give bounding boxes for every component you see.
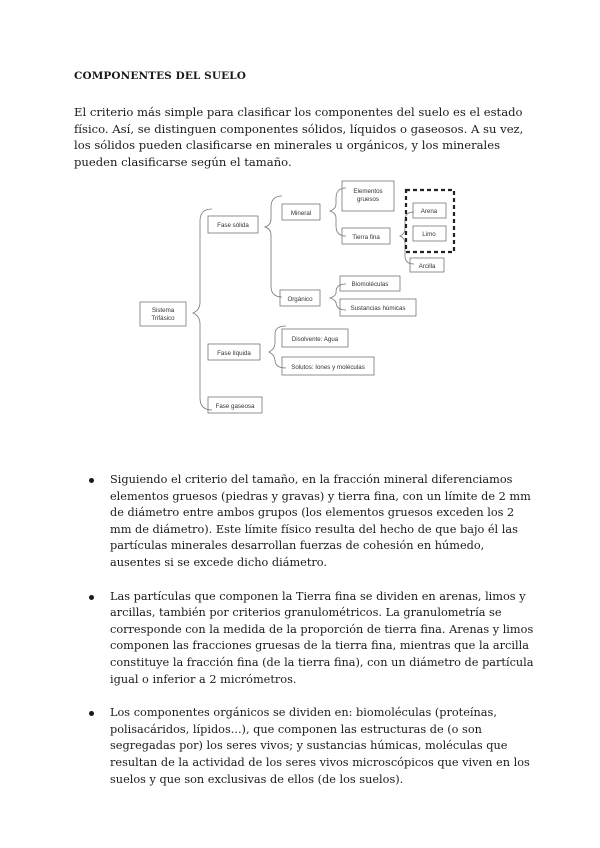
list-item bbox=[74, 589, 534, 689]
page-title: COMPONENTES DEL SUELO bbox=[74, 70, 246, 82]
root-label-line2: Trifásico bbox=[151, 315, 175, 322]
mineral-label: Mineral bbox=[290, 210, 312, 217]
biomolecules-label: Biomoléculas bbox=[351, 281, 389, 288]
coarse-elements-line2: gruesos bbox=[356, 196, 380, 203]
root-box bbox=[140, 302, 186, 326]
gas-phase-label: Fase gaseosa bbox=[215, 403, 255, 410]
clay-label: Arcilla bbox=[418, 263, 436, 270]
silt-label: Limo bbox=[422, 231, 436, 238]
mineral-brace bbox=[330, 188, 346, 236]
solid-brace bbox=[265, 196, 282, 297]
bullet-text: Los componentes orgánicos se dividen en: biomoléculas (proteínas, polisacáridos, lípidos...), que componen las estructuras de (o son segregadas por) los seres vivos; y sustancias húmicas, moléculas que resultan de la actividad de los seres vivos microscópicos que viven en los suelos y que son exclusivas de ellos (de los suelos). bbox=[110, 706, 530, 786]
bullet-icon bbox=[89, 478, 94, 483]
sand-label: Arena bbox=[420, 208, 438, 215]
bullet-text: Las partículas que componen la Tierra fina se dividen en arenas, limos y arcillas, también por criterios granulométricos. La granulometría se corresponde con la medida de la proporción de tierra fina. Arenas y limos componen las fracciones gruesas de la tierra fina, mientras que la arcilla constituye la fracción fina (de la tierra fina), con un diámetro de partícula igual o inferior a 2 micrómetros. bbox=[110, 589, 534, 686]
bullet-list bbox=[74, 472, 534, 805]
organic-label: Orgánico bbox=[287, 296, 313, 303]
bullet-text: Siguiendo el criterio del tamaño, en la fracción mineral diferenciamos elementos gruesos (piedras y gravas) y tierra fina, con un límite de 2 mm de diámetro entre ambos grupos (los elementos gruesos exceden los 2 mm de diámetro). Este límite físico resulta del hecho de que bajo él las partículas minerales desarrollan fuerzas de cohesión en húmedo, ausentes si se excede dicho diámetro. bbox=[110, 473, 531, 569]
list-item bbox=[74, 705, 534, 788]
root-label-line1: Sistema bbox=[151, 307, 175, 314]
solutes-label: Solutos: Iones y moléculas bbox=[291, 364, 365, 371]
solvent-label: Disolvente: Agua bbox=[291, 336, 339, 343]
list-item bbox=[74, 472, 534, 572]
bullet-icon bbox=[89, 711, 94, 716]
liquid-phase-label: Fase líquida bbox=[217, 350, 251, 357]
solid-phase-label: Fase sólida bbox=[217, 222, 249, 229]
root-brace bbox=[193, 209, 212, 410]
coarse-elements-line1: Elementos bbox=[353, 188, 383, 195]
humic-label: Sustancias húmicas bbox=[350, 305, 406, 312]
bullet-icon bbox=[89, 595, 94, 600]
intro-paragraph: El criterio más simple para clasificar los componentes del suelo es el estado físico. Así, se distinguen componentes sólidos, líquidos o gaseosos. A su vez, los sólidos pueden clasificarse en minerales u orgánicos, y los minerales pueden clasificarse según el tamaño. bbox=[74, 105, 524, 169]
organic-brace bbox=[330, 284, 346, 310]
fine-earth-label: Tierra fina bbox=[352, 234, 380, 241]
sand-silt-highlight bbox=[406, 190, 454, 252]
